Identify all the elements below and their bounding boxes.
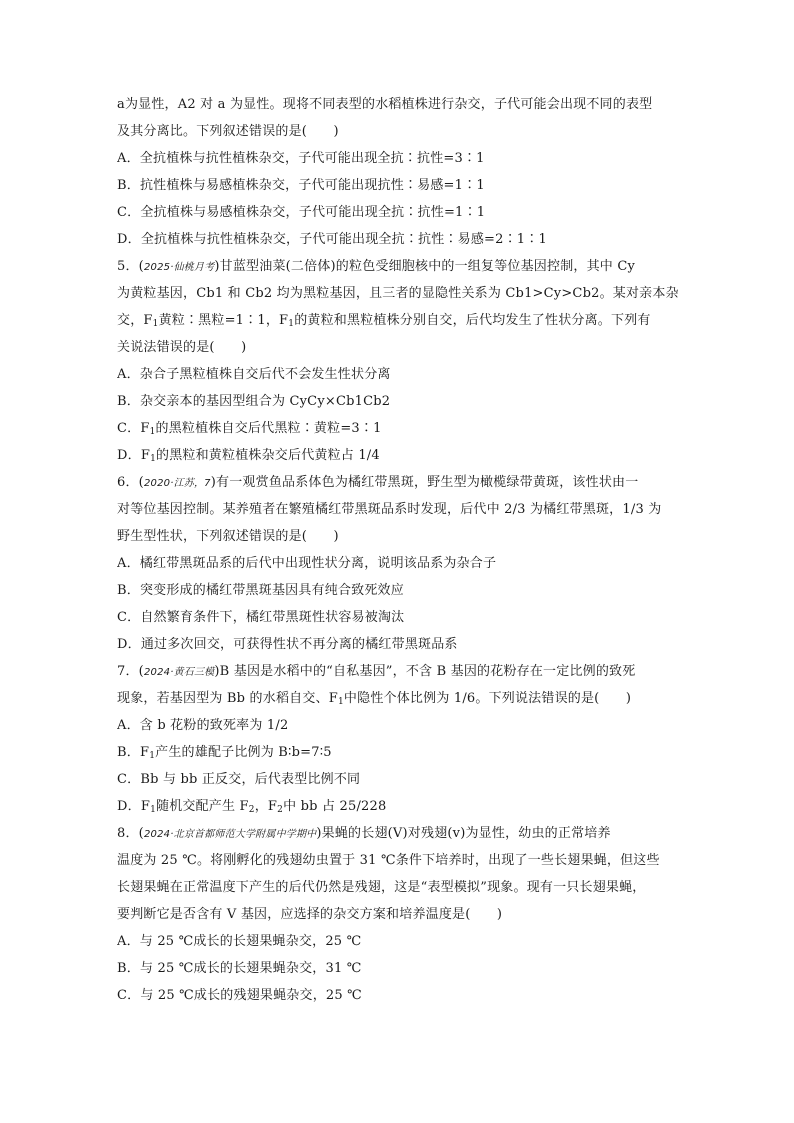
q6-option-d: D．通过多次回交，可获得性状不再分离的橘红带黑斑品系: [117, 637, 458, 652]
q7-stem-line-2: 现象，若基因型为 Bb 的水稻自交、$F_1$中隐性个体比例为 1/6。下列说法错误的是( ): [117, 691, 632, 707]
q6-option-c: C．自然繁育条件下，橘红带黑斑性状容易被淘汰: [117, 610, 405, 625]
q6-option-b: B．突变形成的橘红带黑斑基因具有纯合致死效应: [117, 583, 404, 598]
q4-stem-line-1: a为显性，A2 对 a 为显性。现将不同表型的水稻植株进行杂交，子代可能会出现不同的表型: [117, 97, 653, 112]
q8-option-c: C．与 25 ℃成长的残翅果蝇杂交，25 ℃: [117, 988, 362, 1003]
q7-stem-line-1: [117, 663, 687, 682]
q8-option-b: B．与 25 ℃成长的长翅果蝇杂交，31 ℃: [117, 961, 362, 976]
q4-option-b: B．抗性植株与易感植株杂交，子代可能出现抗性∶易感=1∶1: [117, 178, 485, 193]
q7-option-d: D．$F_1$随机交配产生 $F_2$，$F_2$中 bb 占 25/228: [117, 799, 387, 815]
q5-stem-line-1-text: )甘蓝型油菜(二倍体)的粒色受细胞核中的一组复等位基因控制，其中 Cy: [214, 259, 636, 274]
q7-option-a: A．含 b 花粉的致死率为 1/2: [117, 718, 289, 733]
q4-option-d: D．全抗植株与抗性植株杂交，子代可能出现全抗∶抗性∶易感=2∶1∶1: [117, 232, 547, 247]
q5-option-b: B．杂交亲本的基因型组合为 CyCy×Cb1Cb2: [117, 394, 391, 409]
q8-stem-line-1-text: )果蝇的长翅(V)对残翅(v)为显性，幼虫的正常培养: [316, 826, 611, 841]
q8-stem-line-3: 长翅果蝇在正常温度下产生的后代仍然是残翅，这是“表型模拟”现象。现有一只长翅果蝇，: [117, 880, 646, 895]
q6-option-a: A．橘红带黑斑品系的后代中出现性状分离，说明该品系为杂合子: [117, 556, 497, 571]
q8-stem-line-1: [117, 825, 687, 844]
q4-stem-line-2: 及其分离比。下列叙述错误的是( ): [117, 124, 339, 139]
q5-option-c: C．$F_1$的黑粒植株自交后代黑粒∶黄粒=3∶1: [117, 421, 382, 437]
q8-number: 8．(: [117, 826, 144, 841]
q7-source: 2024·黄石三模: [143, 667, 215, 678]
q7-option-c: C．Bb 与 bb 正反交，后代表型比例不同: [117, 772, 361, 787]
q5-stem-line-2: 为黄粒基因，Cb1 和 Cb2 均为黑粒基因，且三者的显隐性关系为 Cb1>Cy>Cb2。某对亲本杂: [117, 286, 679, 301]
q7-option-b: B．$F_1$产生的雄配子比例为 B∶b=7∶5: [117, 745, 332, 761]
q5-stem-line-1: [117, 258, 687, 277]
q7-number: 7．(: [117, 664, 144, 679]
q8-source: 2024·北京首都师范大学附属中学期中: [143, 829, 317, 840]
q4-option-c: C．全抗植株与易感植株杂交，子代可能出现全抗∶抗性=1∶1: [117, 205, 486, 220]
q4-option-a: A．全抗植株与抗性植株杂交，子代可能出现全抗∶抗性=3∶1: [117, 151, 485, 166]
q8-option-a: A．与 25 ℃成长的长翅果蝇杂交，25 ℃: [117, 934, 362, 949]
q6-stem-line-3: 野生型性状，下列叙述错误的是( ): [117, 529, 339, 544]
q5-number: 5．(: [117, 259, 144, 274]
q5-stem-line-3: 交，$F_1$黄粒∶黑粒=1∶1，$F_1$的黄粒和黑粒植株分别自交，后代均发生了性状分离。下列有: [117, 313, 651, 329]
q6-stem-line-1-text: )有一观赏鱼品系体色为橘红带黑斑，野生型为橄榄绿带黄斑，该性状由一: [210, 475, 639, 490]
q6-source: 2020·江苏，7: [143, 478, 211, 489]
q6-number: 6．(: [117, 475, 144, 490]
q8-stem-line-4: 要判断它是否含有 V 基因，应选择的杂交方案和培养温度是( ): [117, 907, 503, 922]
q7-stem-line-1-text: )B 基因是水稻中的“自私基因”，不含 B 基因的花粉存在一定比例的致死: [214, 664, 636, 679]
q8-stem-line-2: 温度为 25 ℃。将刚孵化的残翅幼虫置于 31 ℃条件下培养时，出现了一些长翅果蝇，但这些: [117, 853, 660, 868]
q6-stem-line-1: [117, 474, 687, 493]
q6-stem-line-2: 对等位基因控制。某养殖者在繁殖橘红带黑斑品系时发现，后代中 2/3 为橘红带黑斑，1/3 为: [117, 502, 662, 517]
q5-option-a: A．杂合子黑粒植株自交后代不会发生性状分离: [117, 367, 391, 382]
q5-stem-line-4: 关说法错误的是( ): [117, 340, 247, 355]
q5-source: 2025·仙桃月考: [143, 262, 215, 273]
q5-option-d: D．$F_1$的黑粒和黄粒植株杂交后代黄粒占 1/4: [117, 448, 380, 464]
